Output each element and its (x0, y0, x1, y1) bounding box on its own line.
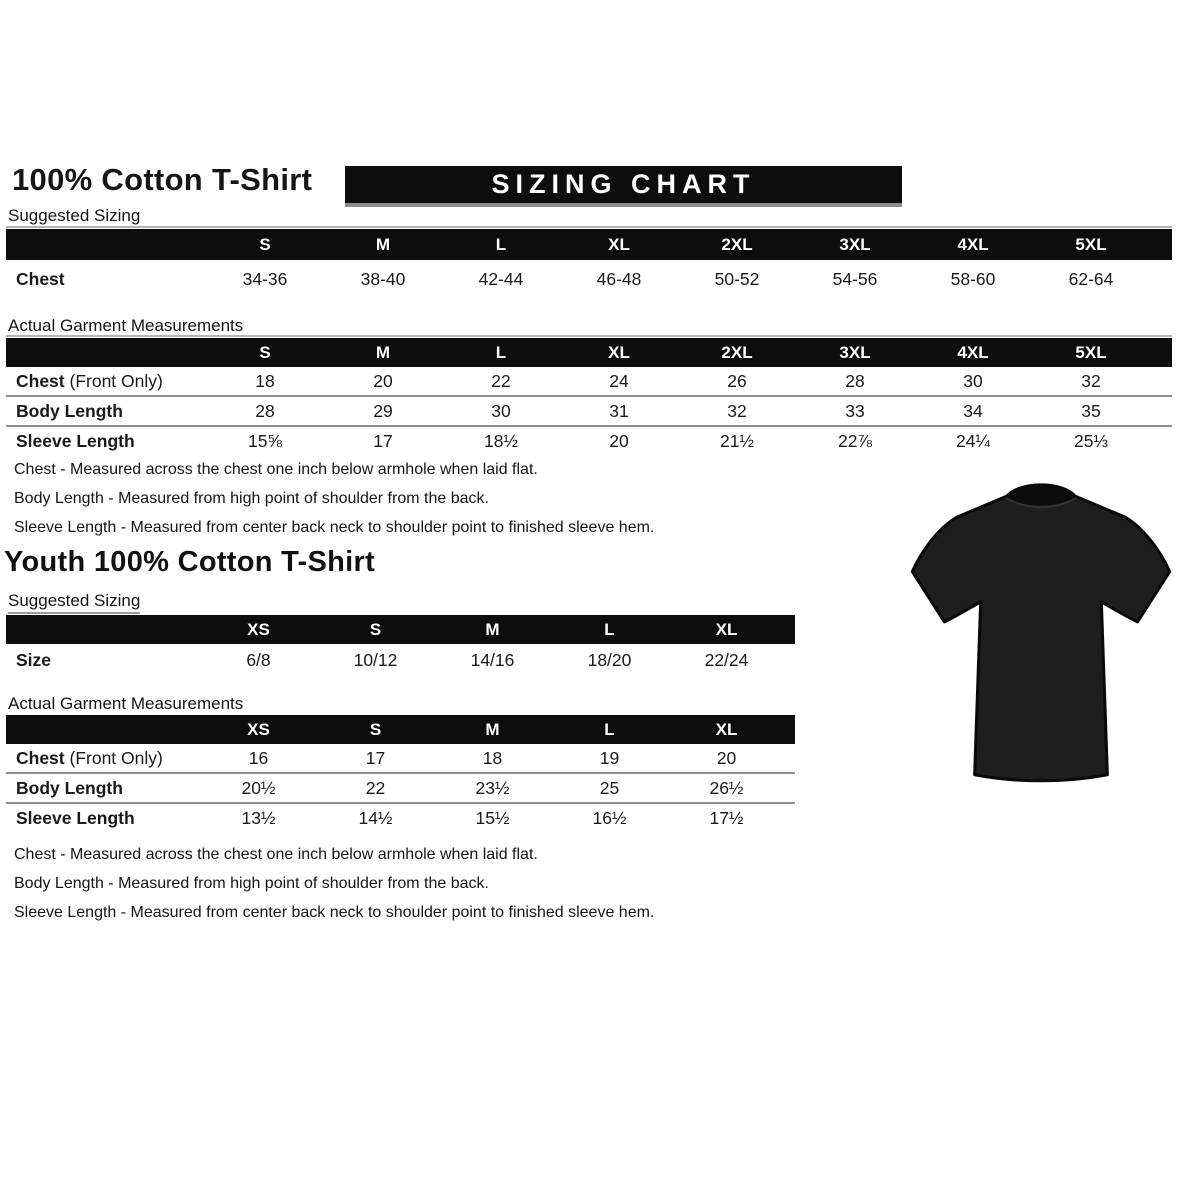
column-header: M (375, 234, 391, 254)
youth-suggested-sizing-table (6, 615, 795, 676)
table-cell: 21½ (719, 430, 755, 451)
table-row (6, 425, 1172, 455)
table-cell: 10/12 (353, 649, 398, 670)
column-header: S (259, 342, 271, 362)
column-header: 3XL (839, 234, 871, 254)
row-label: Body Length (16, 777, 123, 798)
column-header: XL (608, 342, 630, 362)
table-header-row (6, 338, 1172, 367)
column-header: M (375, 342, 391, 362)
table-cell: 34-36 (242, 268, 288, 289)
youth-actual-measurements-table (6, 715, 795, 832)
column-header: S (369, 619, 382, 639)
table-cell: 22 (365, 777, 386, 798)
table-cell: 18 (482, 747, 503, 768)
table-cell: 26 (727, 370, 747, 391)
table-cell: 22/24 (704, 649, 749, 670)
table-row (6, 802, 795, 832)
table-cell: 58-60 (950, 268, 996, 289)
table-row (6, 772, 795, 802)
table-cell: 20 (609, 430, 629, 451)
table-cell: 32 (1081, 370, 1101, 391)
note-chest: Chest - Measured across the chest one inch below armhole when laid flat. (14, 846, 538, 863)
table-cell: 6/8 (246, 649, 271, 670)
table-cell: 17 (373, 430, 393, 451)
youth-section-title: Youth 100% Cotton T-Shirt (4, 546, 376, 578)
table-cell: 20 (373, 370, 393, 391)
table-cell: 15½ (475, 807, 510, 828)
column-header: 5XL (1075, 342, 1107, 362)
table-cell: 16 (248, 747, 269, 768)
table-cell: 35 (1081, 400, 1101, 421)
table-row (6, 260, 1172, 298)
table-cell: 32 (727, 400, 747, 421)
youth-suggested-sizing-label: Suggested Sizing (8, 591, 140, 614)
row-label: Chest (Front Only) (16, 747, 163, 768)
adult-suggested-sizing-table (6, 226, 1172, 298)
column-header: L (604, 619, 615, 639)
table-row (6, 395, 1172, 425)
column-header: XL (715, 719, 738, 739)
table-cell: 38-40 (360, 268, 406, 289)
column-header: XS (247, 719, 270, 739)
table-cell: 26½ (709, 777, 744, 798)
table-cell: 18/20 (587, 649, 632, 670)
sizing-chart-banner (345, 166, 902, 207)
table-cell: 17½ (709, 807, 744, 828)
table-cell: 19 (599, 747, 620, 768)
table-cell: 28 (845, 370, 865, 391)
table-cell: 34 (963, 400, 983, 421)
table-cell: 13½ (241, 807, 276, 828)
table-cell: 54-56 (832, 268, 878, 289)
row-label: Chest (16, 268, 65, 289)
table-header-row (6, 715, 795, 744)
table-cell: 17 (365, 747, 386, 768)
column-header: 3XL (839, 342, 871, 362)
table-cell: 33 (845, 400, 865, 421)
table-cell: 20 (716, 747, 737, 768)
table-cell: 30 (491, 400, 511, 421)
table-cell: 24¼ (955, 430, 991, 451)
column-header: 5XL (1075, 234, 1107, 254)
column-header: L (495, 234, 507, 254)
column-header: L (604, 719, 615, 739)
row-label: Sleeve Length (16, 807, 135, 828)
table-cell: 62-64 (1068, 268, 1114, 289)
adult-actual-measurements-label: Actual Garment Measurements (8, 316, 244, 335)
row-label: Sleeve Length (16, 430, 135, 451)
table-row (6, 744, 795, 772)
table-cell: 29 (373, 400, 393, 421)
black-tshirt-image (884, 464, 1198, 816)
table-cell: 25⅓ (1073, 430, 1109, 451)
adult-suggested-sizing-label: Suggested Sizing (8, 206, 141, 225)
column-header: XL (715, 619, 738, 639)
row-label: Chest (Front Only) (16, 370, 163, 391)
note-sleeve-length: Sleeve Length - Measured from center back neck to shoulder point to finished sleeve hem. (14, 904, 655, 921)
column-header: M (485, 619, 500, 639)
table-cell: 23½ (475, 777, 510, 798)
youth-measurement-notes (14, 840, 654, 927)
table-header-row (6, 615, 795, 644)
table-cell: 31 (609, 400, 629, 421)
column-header: S (369, 719, 382, 739)
table-cell: 24 (609, 370, 629, 391)
note-body-length: Body Length - Measured from high point of shoulder from the back. (14, 490, 489, 507)
row-label: Body Length (16, 400, 123, 421)
table-cell: 14½ (358, 807, 393, 828)
row-label: Size (16, 649, 52, 670)
table-cell: 14/16 (470, 649, 515, 670)
adult-actual-measurements-table (6, 335, 1172, 455)
youth-actual-measurements-label: Actual Garment Measurements (8, 694, 243, 717)
table-cell: 25 (599, 777, 620, 798)
table-cell: 22 (491, 370, 511, 391)
column-header: L (495, 342, 507, 362)
column-header: 2XL (721, 234, 753, 254)
note-sleeve-length: Sleeve Length - Measured from center back neck to shoulder point to finished sleeve hem. (14, 519, 655, 536)
tshirt-body (912, 485, 1169, 781)
column-header: 4XL (957, 342, 989, 362)
column-header: XL (608, 234, 630, 254)
column-header: S (259, 234, 271, 254)
banner-label: SIZING CHART (491, 169, 756, 199)
table-row (6, 367, 1172, 395)
table-cell: 20½ (241, 777, 276, 798)
column-header: M (485, 719, 500, 739)
table-cell: 18½ (483, 430, 519, 451)
table-cell: 18 (255, 370, 275, 391)
table-cell: 30 (963, 370, 983, 391)
table-row (6, 644, 795, 676)
column-header: 2XL (721, 342, 753, 362)
table-cell: 22⅞ (837, 430, 873, 451)
table-cell: 28 (255, 400, 275, 421)
page-title: 100% Cotton T-Shirt (12, 162, 313, 197)
table-cell: 15⅝ (247, 430, 283, 451)
table-header-row (6, 229, 1172, 260)
table-cell: 42-44 (478, 268, 524, 289)
note-body-length: Body Length - Measured from high point of shoulder from the back. (14, 875, 489, 892)
table-cell: 16½ (592, 807, 627, 828)
column-header: XS (247, 619, 270, 639)
table-cell: 46-48 (596, 268, 642, 289)
adult-measurement-notes (14, 455, 654, 542)
table-cell: 50-52 (714, 268, 760, 289)
note-chest: Chest - Measured across the chest one inch below armhole when laid flat. (14, 461, 538, 478)
column-header: 4XL (957, 234, 989, 254)
